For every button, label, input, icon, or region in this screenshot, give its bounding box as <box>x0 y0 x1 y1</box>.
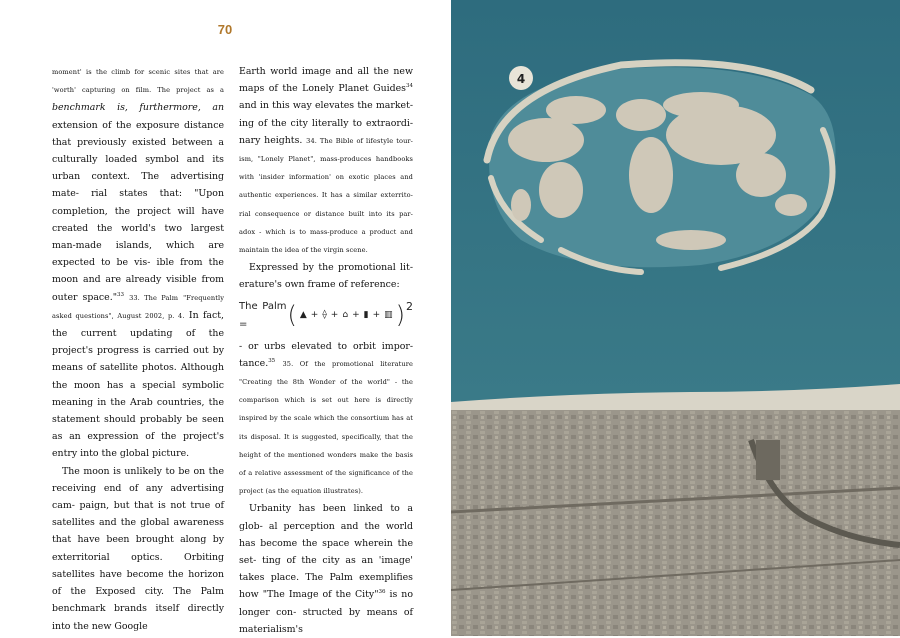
footnote-35: 35. Of the promotional literature "Creating the 8th Wonder of the world" - the comparison which is set out here is directly inspired by the scale which the consortium has at its disposal. It is suggested, specifically, that the height of the mentioned wonders make the basis of a relative assessment of the significance of the project (as the equation illustrates). <box>239 359 413 496</box>
footnote-33: 33. The Palm <box>129 293 179 302</box>
roof-icon: ⌂ <box>342 310 349 321</box>
palm-formula: The Palm = ( ▲ + ⟠ + ⌂ + ▮ + ▥ ) 2 <box>239 294 413 338</box>
dense-block <box>756 440 780 480</box>
right-paragraph-4: Urbanity has been linked to a glob- al perception and the world has become the space wherein the set- ting of the city as an 'image' takes place. The Palm exemplifies how "The Image of the City"$^{36}$ is no longer con- structed by means of materialism's <box>239 503 414 635</box>
footnote-34: 34. The Bible of lifestyle tour- ism, "Lonely Planet", mass-produces handbooks with 'insider information' on exotic places and authentic experiences. It has a similar exterrito- rial consequence or distance built into its par- adox - which is to mass-produce a product and maintain the idea of the virgin scene. <box>239 136 414 255</box>
tower-icon: ⟠ <box>322 310 327 321</box>
formula-exponent: 2 <box>406 299 413 313</box>
right-paragraph-3: - or urbs elevated to orbit impor- tance.$^{35}$ 35. Of the promotional literature "Creating the 8th Wonder of the world" - the comparison which is set out here is directly inspired by the scale which the consortium has at its disposal. It is suggested, specifically, that the height of the mentioned wonders make the basis of a relative assessment of the significance of the project (as the equation illustrates). <box>239 340 413 496</box>
pyramid-icon: ▲ <box>299 310 307 321</box>
aerial-photo-svg <box>451 0 900 636</box>
right-paragraph-1: Earth world image and all the new maps of the Lonely Planet Guides$^{34}$ and in this way elevates the market- ing of the city literally to extraordi- nary heights. 34. The Bible of lifestyle tour- ism, "Lonely Planet", mass-produces handbooks with 'insider information' on exotic places and authentic experiences. It has a similar exterrito- rial consequence or distance built into its par- adox - which is to mass-produce a product and maintain the idea of the virgin scene. <box>239 66 414 255</box>
footnote-ref-36: 36 <box>378 589 386 596</box>
left-column <box>52 63 224 635</box>
footnote-ref-35: 35 <box>268 357 276 364</box>
left-paragraph-2: The moon is unlikely to be on the receiving end of any advertising cam- paign, but that is not true of satellites and the global awareness that have been brought along by exterritorial optics. Orbiting satellites have become the horizon of the Exposed city. The Palm benchmark brands itself directly into the new Google <box>52 465 225 632</box>
aerial-photo <box>451 0 900 636</box>
city <box>451 410 900 636</box>
obelisk-icon: ▮ <box>363 310 369 321</box>
left-page <box>0 0 450 636</box>
page-number: 70 <box>217 22 233 37</box>
footnote-ref-34: 34 <box>406 83 413 90</box>
left-paragraph-1: moment' is the climb for scenic sites that are 'worth' capturing on film. The project as a benchmark is, furthermore, an extension of the exposure distance that previously existed between a culturally loaded symbol and its urban context. The advertising mate- rial states that: "Upon completion, the project will have created the world's two largest man-made islands, which are expected to be vis- ible from the moon and are already visible from outer space."$^{33}$ 33. The Palm "Frequently asked questions", August 2002, p. 4. In fact, the current updating of the project's progress is carried out by means of satellite photos. Although the moon has a special symbolic meaning in the Arab countries, the statement should probably be seen as an expression of the project's entry into the global picture. <box>52 68 225 460</box>
formula-label: The Palm = <box>239 301 287 330</box>
right-paragraph-2: Expressed by the promotional lit- erature's own frame of reference: <box>239 262 413 291</box>
footnote-ref-33: 33 <box>117 291 125 298</box>
building-icon: ▥ <box>384 310 393 321</box>
photo-label: 4 <box>516 72 526 86</box>
right-column <box>239 63 413 638</box>
